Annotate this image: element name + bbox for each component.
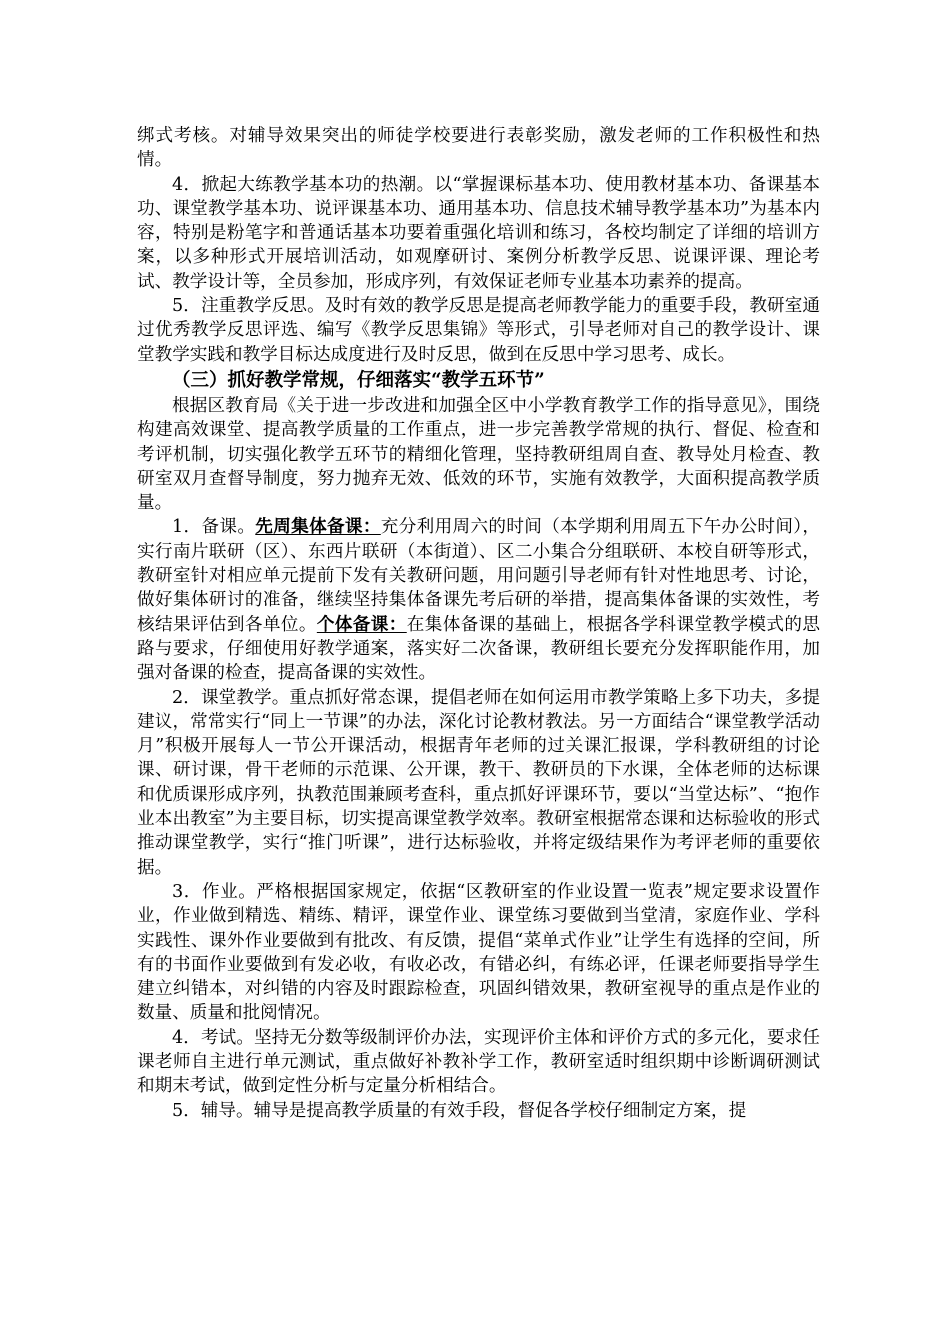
individual-prep-label: 个体备课： [316, 613, 407, 635]
paragraph-intro: 根据区教育局《关于进一步改进和加强全区中小学教育教学工作的指导意见》，围绕构建高效课堂、提高教学质量的工作重点，进一步完善教学常规的执行、督促、检查和考评机制，切实强化教学五环节的精细化管理，坚持教研组周自查、教导处月检查、教研室双月查督导制度，努力抛弃无效、低效的环节，实施有效教学，大面积提高教学质量。 [137, 395, 820, 514]
section-heading: （三）抓好教学常规，仔细落实“教学五环节” [172, 369, 545, 391]
collective-prep-text: 充分利用周六的时间（本学期利用周五下午办公时间），实行南片联研（区）、东西片联研（本街道）、区二小集合分组联研、本校自研等形式，教研室针对相应单元提前下发有关教研问题，用问题引导老师有针对性地思考、讨论，做好集体研讨的准备，继续坚持集体备课先考后研的举措，提高集体备课的实效性，考核结果评估到各单位。 [137, 517, 820, 635]
document-body [137, 124, 820, 1123]
individual-prep-text: 在集体备课的基础上，根据各学科课堂教学模式的思路与要求，仔细使用好教学通案，落实好二次备课，教研组长要充分发挥职能作用，加强对备课的检查，提高备课的实效性。 [137, 614, 820, 684]
paragraph-teaching-reflection: 5．注重教学反思。及时有效的教学反思是提高老师教学能力的重要手段，教研室通过优秀教学反思评选、编写《教学反思集锦》等形式，引导老师对自己的教学设计、课堂教学实践和教学目标达成度进行及时反思，做到在反思中学习思考、成长。 [137, 296, 820, 365]
paragraph-classroom-teaching: 2．课堂教学。重点抓好常态课，提倡老师在如何运用市教学策略上多下功夫，多提建议，常常实行“同上一节课”的办法，深化讨论教材教法。另一方面结合“课堂教学活动月”积极开展每人一节公开课活动，根据青年老师的过关课汇报课，学科教研组的讨论课、研讨课，骨干老师的示范课、公开课，教干、教研员的下水课，全体老师的达标课和优质课形成序列，执教范围兼顾考查科，重点抓好评课环节，要以“当堂达标”、“抱作业本出教室”为主要目标，切实提高课堂教学效率。教研室根据常态课和达标验收的形式推动课堂教学，实行“推门听课”，进行达标验收，并将定级结果作为考评老师的重要依据。 [137, 687, 820, 878]
paragraph-basic-skills: 4．掀起大练教学基本功的热潮。以“掌握课标基本功、使用教材基本功、备课基本功、课堂教学基本功、说评课基本功、通用基本功、信息技术辅导教学基本功”为基本内容，特别是粉笔字和普通话基本功要着重强化培训和练习，各校均制定了详细的培训方案，以多种形式开展培训活动，如观摩研讨、案例分析教学反思、说课评课、理论考试、教学设计等，全员参加，形成序列，有效保证老师专业基本功素养的提高。 [137, 174, 820, 292]
collective-prep-label: 先周集体备课： [255, 516, 381, 538]
paragraph-homework: 3．作业。严格根据国家规定，依据“区教研室的作业设置一览表”规定要求设置作业，作业做到精选、精练、精评，课堂作业、课堂练习要做到当堂清，家庭作业、学科实践性、课外作业要做到有批改、有反馈，提倡“菜单式作业”让学生有选择的空间，所有的书面作业要做到有发必收，有收必改，有错必纠，有练必评，任课老师要指导学生建立纠错本，对纠错的内容及时跟踪检查，巩固纠错效果，教研室视导的重点是作业的数量、质量和批阅情况。 [137, 881, 820, 1024]
paragraph-tutoring: 5．辅导。辅导是提高教学质量的有效手段，督促各学校仔细制定方案，提 [172, 1100, 747, 1121]
paragraph-exams: 4．考试。坚持无分数等级制评价办法，实现评价主体和评价方式的多元化，要求任课老师自主进行单元测试，重点做好补教补学工作，教研室适时组织期中诊断调研测试和期末考试，做到定性分析与定量分析相结合。 [137, 1027, 820, 1097]
lesson-prep-number: 1．备课。 [172, 517, 256, 538]
paragraph-lesson-prep [137, 515, 820, 685]
paragraph-continued: 绑式考核。对辅导效果突出的师徒学校要进行表彰奖励，激发老师的工作积极性和热情。 [137, 126, 820, 171]
